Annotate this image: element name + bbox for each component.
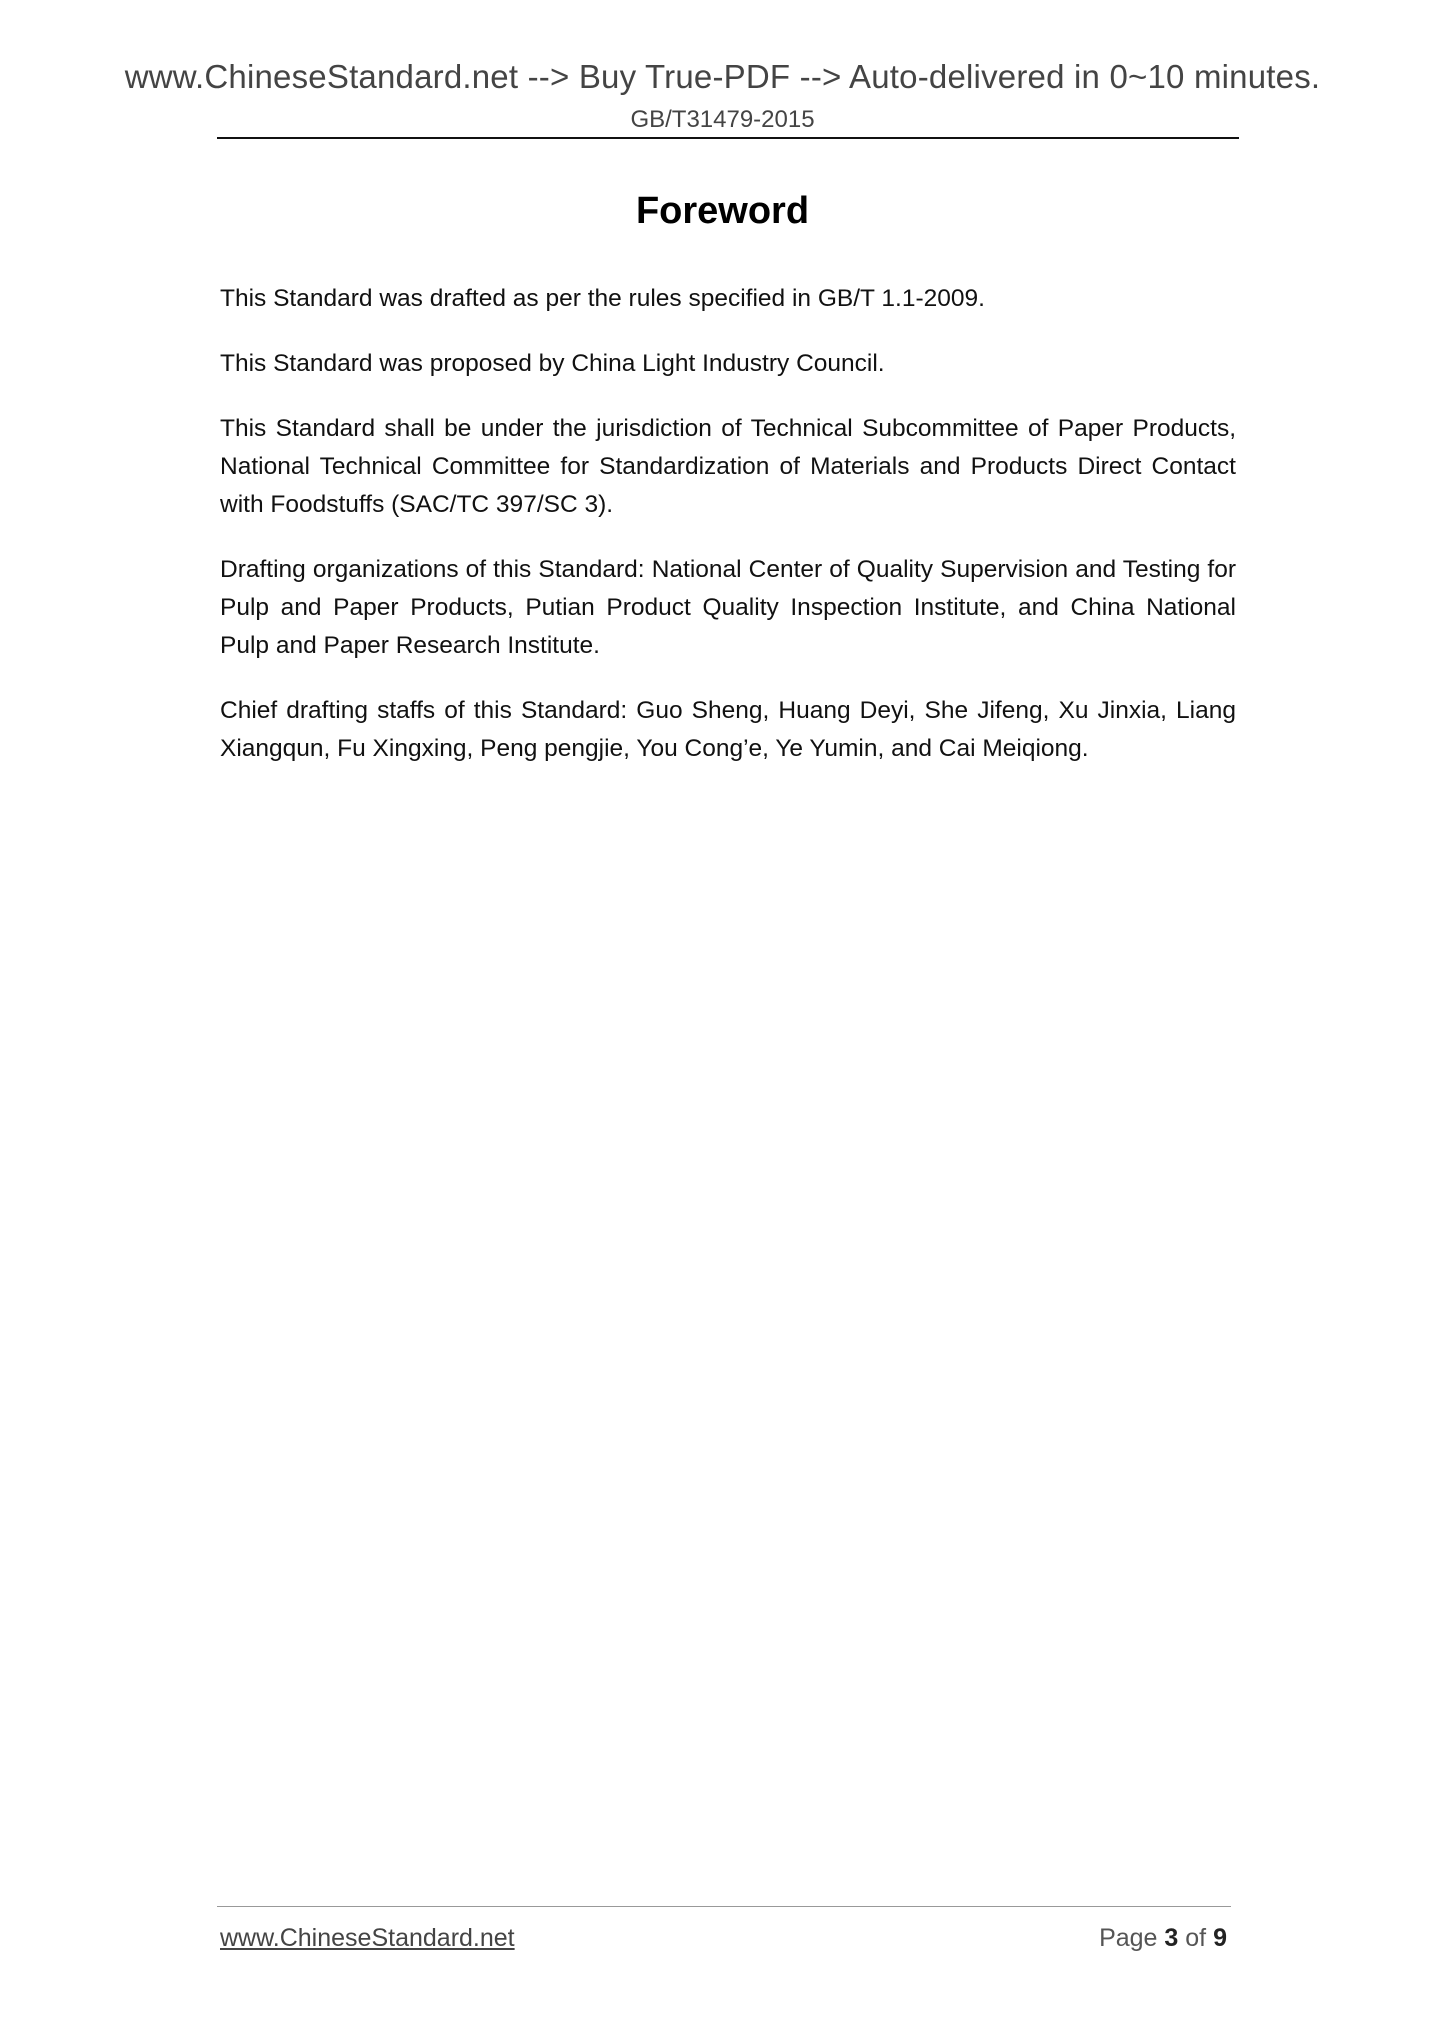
page-of: of (1185, 1924, 1207, 1952)
footer-divider (217, 1906, 1231, 1907)
paragraph-drafting-organizations: Drafting organizations of this Standard: National Center of Quality Supervision and Testing for Pulp and Paper Products, Putian Product Quality Inspection Institute, and China National Pulp and Paper Research Institute. (220, 556, 1236, 659)
header-divider (217, 137, 1239, 139)
paragraph-jurisdiction: This Standard shall be under the jurisdiction of Technical Subcommittee of Paper Products, National Technical Committee for Standardization of Materials and Products Direct Contact with Foodstuffs (SAC/TC 397/SC 3). (220, 415, 1236, 518)
page-current: 3 (1164, 1924, 1179, 1952)
standard-code: GB/T31479-2015 (630, 106, 815, 133)
page-total: 9 (1213, 1924, 1227, 1952)
footer-website-link[interactable]: www.ChineseStandard.net (220, 1924, 515, 1952)
page-title: Foreword (635, 190, 810, 232)
header-banner: www.ChineseStandard.net --> Buy True-PDF --> Auto-delivered in 0~10 minutes. (124, 58, 1321, 95)
foreword-body (220, 280, 1236, 795)
paragraph-drafting-rules: This Standard was drafted as per the rules specified in GB/T 1.1-2009. (220, 285, 985, 312)
paragraph-proposer: This Standard was proposed by China Light Industry Council. (220, 350, 885, 377)
page-prefix: Page (1099, 1924, 1158, 1952)
page-number (1099, 1924, 1227, 1953)
paragraph-drafting-staffs: Chief drafting staffs of this Standard: Guo Sheng, Huang Deyi, She Jifeng, Xu Jinxia, Liang Xiangqun, Fu Xingxing, Peng pengjie, You Cong’e, Ye Yumin, and Cai Meiqiong. (220, 697, 1236, 762)
